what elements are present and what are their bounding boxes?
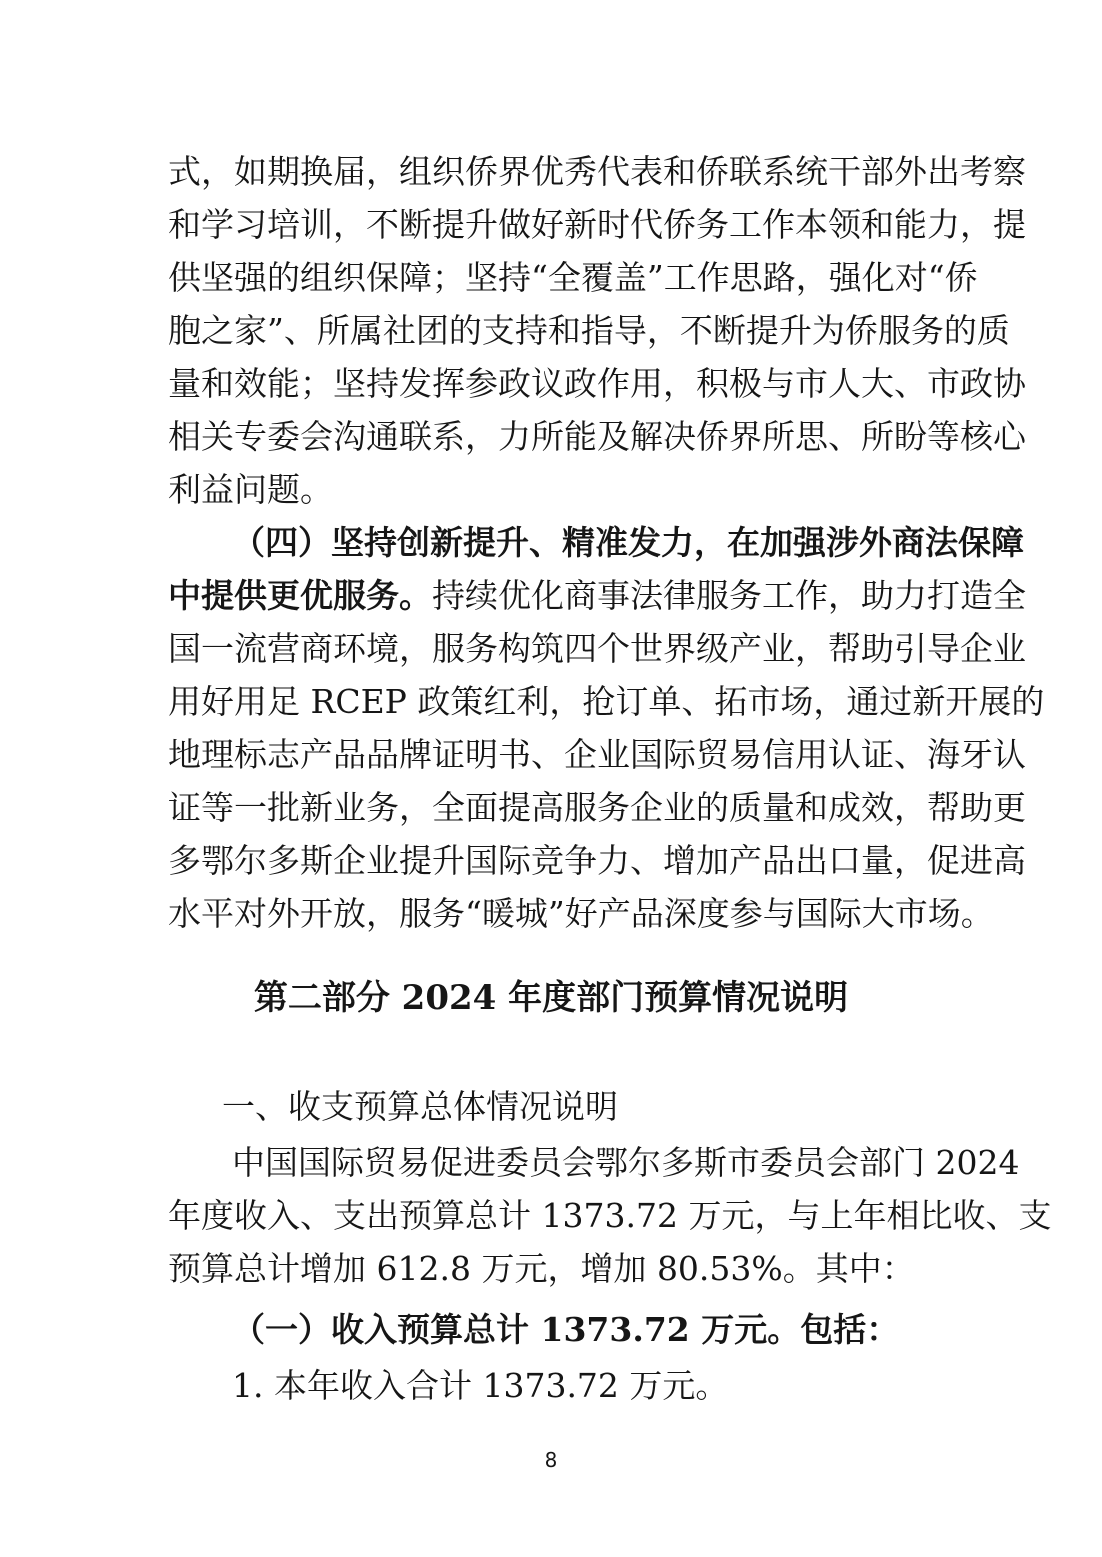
paragraph-text: 持续优化商事法律服务工作，助力打造全: [432, 576, 1026, 615]
paragraph-line: 中国国际贸易促进委员会鄂尔多斯市委员会部门 2024: [232, 1143, 1020, 1182]
paragraph-line: 地理标志产品品牌证明书、企业国际贸易信用认证、海牙认: [168, 735, 1026, 774]
paragraph-line: 多鄂尔多斯企业提升国际竞争力、增加产品出口量，促进高: [168, 841, 1026, 880]
paragraph-line: 量和效能；坚持发挥参政议政作用，积极与市人大、市政协: [168, 364, 1026, 403]
paragraph-line: 水平对外开放，服务“暖城”好产品深度参与国际大市场。: [168, 894, 994, 933]
paragraph-line: 式，如期换届，组织侨界优秀代表和侨联系统干部外出考察: [168, 152, 1026, 191]
page-number: 8: [544, 1448, 558, 1472]
paragraph-line: 预算总计增加 612.8 万元，增加 80.53%。其中：: [168, 1249, 915, 1288]
subheading: （一）收入预算总计 1373.72 万元。包括：: [232, 1310, 900, 1349]
section-title: 第二部分 2024 年度部门预算情况说明: [253, 978, 849, 1018]
section-subheading: （四）坚持创新提升、精准发力，在加强涉外商法保障: [232, 523, 1024, 562]
paragraph-line: [168, 576, 1026, 616]
paragraph-line: 年度收入、支出预算总计 1373.72 万元，与上年相比收、支: [168, 1196, 1052, 1235]
paragraph-line: 供坚强的组织保障；坚持“全覆盖”工作思路，强化对“侨: [168, 258, 978, 297]
paragraph-line: 胞之家”、所属社团的支持和指导，不断提升为侨服务的质: [168, 311, 1010, 350]
paragraph-line: 利益问题。: [168, 470, 333, 509]
paragraph-line: 国一流营商环境，服务构筑四个世界级产业，帮助引导企业: [168, 629, 1026, 668]
paragraph-line: 相关专委会沟通联系，力所能及解决侨界所思、所盼等核心: [168, 417, 1026, 456]
paragraph-line: 证等一批新业务，全面提高服务企业的质量和成效，帮助更: [168, 788, 1026, 827]
paragraph-line: 用好用足 RCEP 政策红利，抢订单、拓市场，通过新开展的: [168, 682, 1045, 721]
bold-phrase: 中提供更优服务。: [168, 576, 432, 615]
heading: 一、收支预算总体情况说明: [222, 1087, 618, 1126]
list-item: 1. 本年收入合计 1373.72 万元。: [232, 1366, 729, 1405]
paragraph-line: 和学习培训，不断提升做好新时代侨务工作本领和能力，提: [168, 205, 1026, 244]
